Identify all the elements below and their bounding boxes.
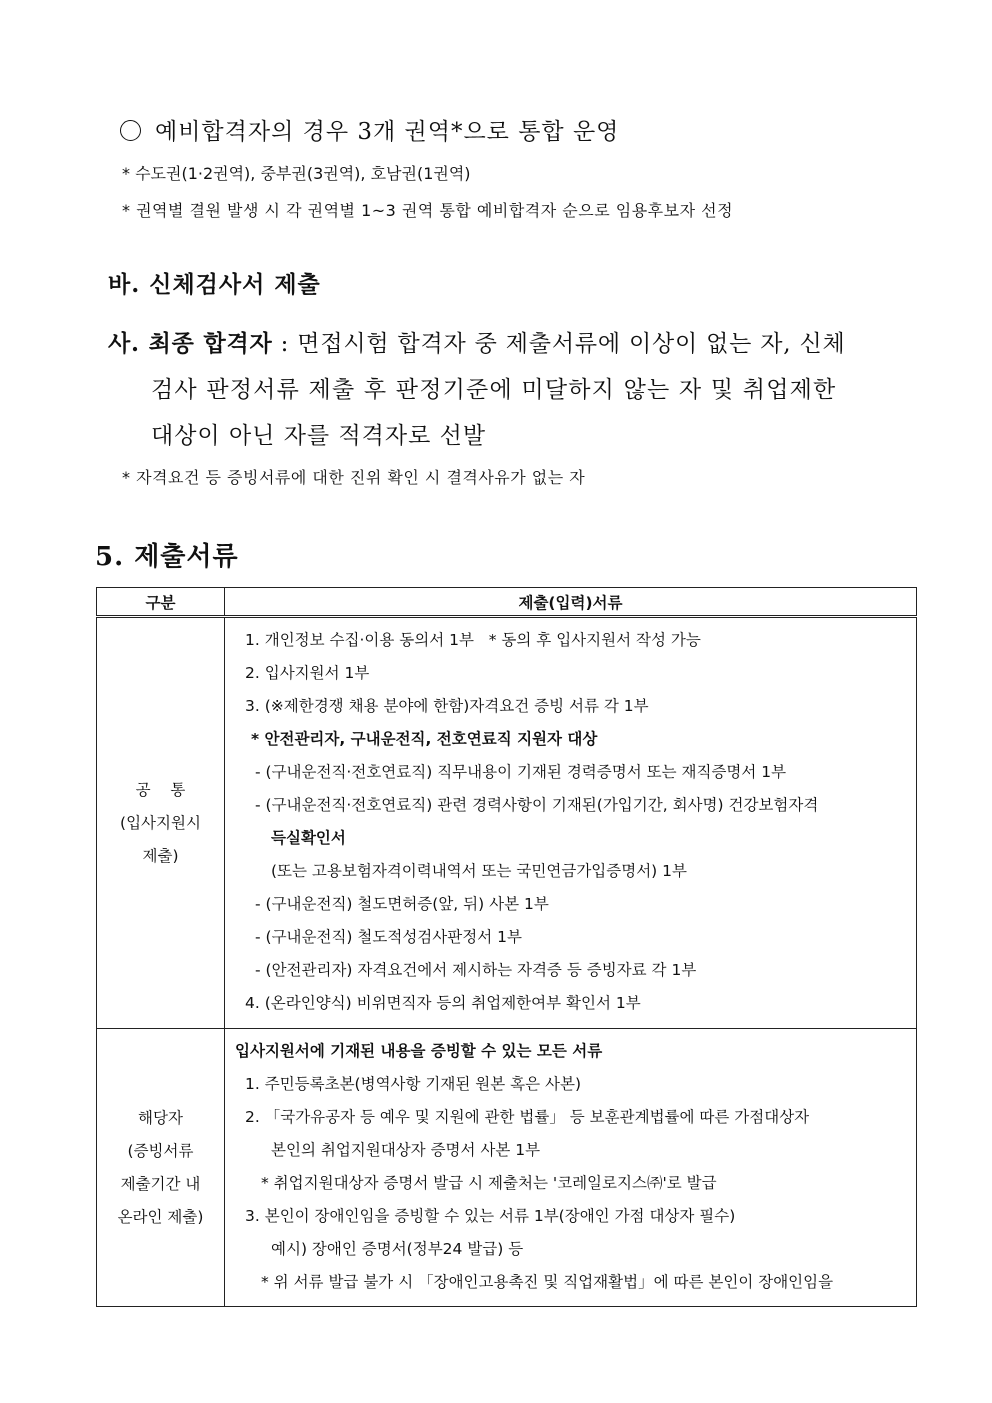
final-pass-line-2: 검사 판정서류 제출 후 판정기준에 미달하지 않는 자 및 취업제한	[151, 377, 837, 403]
final-pass-line-1	[108, 325, 846, 358]
heading-submission-documents: 5. 제출서류	[95, 542, 239, 572]
documents-applicable	[225, 1029, 917, 1307]
list-item: 3. 본인이 장애인임을 증빙할 수 있는 서류 1부(장애인 가점 대상자 필수)	[245, 1207, 736, 1225]
integrated-operation-text: 예비합격자의 경우 3개 권역*으로 통합 운영	[155, 119, 620, 145]
list-item: 4. (온라인양식) 비위면직자 등의 취업제한여부 확인서 1부	[245, 994, 641, 1012]
list-item: 2. 입사지원서 1부	[245, 664, 370, 682]
category-line: 제출)	[142, 846, 179, 865]
final-pass-note: * 자격요건 등 증빙서류에 대한 진위 확인 시 결격사유가 없는 자	[122, 468, 586, 487]
table-row-applicable	[97, 1029, 917, 1307]
list-item: 1. 주민등록초본(병역사항 기재된 원본 혹은 사본)	[245, 1075, 582, 1093]
final-pass-label: 사. 최종 합격자	[108, 330, 273, 357]
category-line: 제출기간 내	[120, 1174, 201, 1193]
list-item: - (구내운전직·전호연료직) 직무내용이 기재된 경력증명서 또는 재직증명서 1부	[255, 763, 787, 781]
list-item: * 안전관리자, 구내운전직, 전호연료직 지원자 대상	[251, 730, 598, 748]
category-line: (증빙서류	[127, 1141, 194, 1160]
circle-bullet-icon	[120, 120, 141, 141]
list-item: 입사지원서에 기재된 내용을 증빙할 수 있는 모든 서류	[235, 1042, 603, 1060]
list-item: 본인의 취업지원대상자 증명서 사본 1부	[271, 1141, 541, 1159]
list-item: 2. 「국가유공자 등 예우 및 지원에 관한 법률」 등 보훈관계법률에 따른 가점대상자	[245, 1108, 810, 1126]
table-row-common	[97, 617, 917, 1029]
list-item: * 위 서류 발급 불가 시 「장애인고용촉진 및 직업재활법」에 따른 본인이 장애인임을	[261, 1273, 834, 1291]
list-item: 득실확인서	[271, 829, 346, 847]
category-applicable	[97, 1029, 225, 1307]
category-line: (입사지원시	[120, 813, 201, 832]
region-note-2: * 권역별 결원 발생 시 각 권역별 1~3 권역 통합 예비합격자 순으로 임용후보자 선정	[122, 201, 734, 220]
region-note-1: * 수도권(1·2권역), 중부권(3권역), 호남권(1권역)	[122, 164, 471, 183]
documents-common	[225, 617, 917, 1029]
heading-physical-exam: 바. 신체검사서 제출	[108, 271, 321, 298]
list-item: (또는 고용보험자격이력내역서 또는 국민연금가입증명서) 1부	[271, 862, 687, 880]
submission-documents-table	[96, 587, 917, 1307]
list-item: - (구내운전직) 철도적성검사판정서 1부	[255, 928, 522, 946]
final-pass-line-3: 대상이 아닌 자를 적격자로 선발	[151, 423, 487, 449]
table-header-row	[97, 588, 917, 617]
list-item: 예시) 장애인 증명서(정부24 발급) 등	[271, 1240, 524, 1258]
category-line: 공 통	[135, 780, 186, 799]
integrated-operation-item	[120, 113, 619, 146]
list-item: - (구내운전직) 철도면허증(앞, 뒤) 사본 1부	[255, 895, 549, 913]
category-line: 해당자	[138, 1108, 183, 1127]
header-documents: 제출(입력)서류	[225, 588, 917, 617]
final-pass-line-1-text: : 면접시험 합격자 중 제출서류에 이상이 없는 자, 신체	[272, 331, 846, 357]
list-item: - (구내운전직·전호연료직) 관련 경력사항이 기재된(가입기간, 회사명) 건강보험자격	[255, 796, 819, 814]
category-common	[97, 617, 225, 1029]
list-item: 3. (※제한경쟁 채용 분야에 한함)자격요건 증빙 서류 각 1부	[245, 697, 649, 715]
list-item: 1. 개인정보 수집·이용 동의서 1부 * 동의 후 입사지원서 작성 가능	[245, 631, 701, 649]
header-category: 구분	[97, 588, 225, 617]
list-item: * 취업지원대상자 증명서 발급 시 제출처는 '코레일로지스㈜'로 발급	[261, 1174, 717, 1192]
list-item: - (안전관리자) 자격요건에서 제시하는 자격증 등 증빙자료 각 1부	[255, 961, 697, 979]
category-line: 온라인 제출)	[117, 1207, 204, 1226]
